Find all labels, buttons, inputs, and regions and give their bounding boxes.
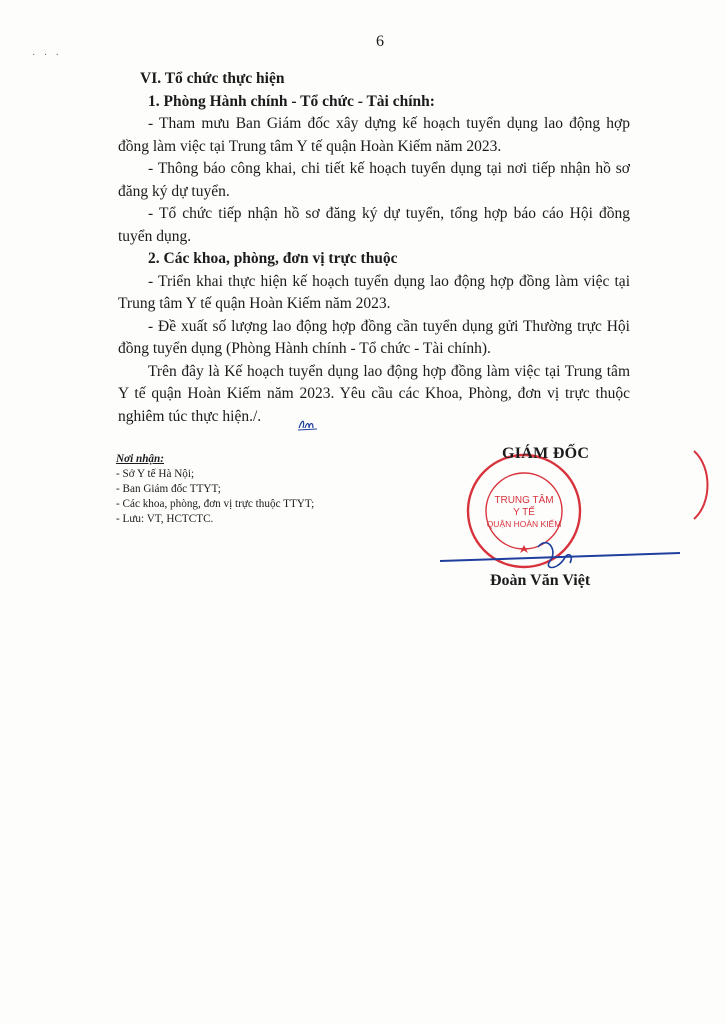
- recipient-item: - Các khoa, phòng, đơn vị trực thuộc TTYT;: [116, 498, 315, 510]
- subsection-title: 2. Các khoa, phòng, đơn vị trực thuộc: [148, 250, 398, 267]
- paragraph: - Tổ chức tiếp nhận hồ sơ đăng ký dự tuyển, tổng hợp báo cáo Hội đồng tuyển dụng.: [118, 205, 630, 245]
- signer-title: GIÁM ĐỐC: [502, 445, 590, 462]
- stamp-line: Y TẾ: [513, 507, 535, 518]
- subsection-title: 1. Phòng Hành chính - Tổ chức - Tài chính:: [148, 92, 435, 110]
- recipients-block: [116, 452, 314, 527]
- scan-dots: · · ·: [32, 50, 62, 61]
- handwritten-initials: [297, 416, 319, 434]
- stamp-line: TRUNG TÂM: [494, 495, 554, 506]
- page-number: 6: [376, 33, 384, 50]
- document-body: [118, 68, 630, 428]
- stamp-edge: [690, 445, 720, 525]
- paragraph: - Thông báo công khai, chi tiết kế hoạch tuyển dụng tại nơi tiếp nhận hồ sơ đăng ký dự tuyển.: [118, 160, 630, 200]
- recipient-item: - Ban Giám đốc TTYT;: [116, 483, 221, 495]
- recipients-title: Nơi nhận:: [116, 453, 164, 465]
- section-title: VI. Tổ chức thực hiện: [140, 70, 285, 87]
- stamp-line: QUẬN HOÀN KIẾM: [486, 519, 562, 529]
- recipient-item: - Sở Y tế Hà Nội;: [116, 468, 195, 480]
- closing-paragraph: Trên đây là Kế hoạch tuyển dụng lao động hợp đồng làm việc tại Trung tâm Y tế quận Hoàn Kiếm năm 2023. Yêu cầu các Khoa, Phòng, đơn vị trực thuộc nghiêm túc thực hiện./.: [118, 362, 630, 425]
- recipient-item: - Lưu: VT, HCTCTC.: [116, 513, 214, 525]
- paragraph: - Tham mưu Ban Giám đốc xây dựng kế hoạch tuyển dụng lao động hợp đồng làm việc tại Trung tâm Y tế quận Hoàn Kiếm năm 2023.: [118, 115, 630, 155]
- signer-name: Đoàn Văn Việt: [490, 572, 591, 589]
- signature-block: [440, 445, 680, 595]
- paragraph: - Triển khai thực hiện kế hoạch tuyển dụng lao động hợp đồng làm việc tại Trung tâm Y tế quận Hoàn Kiếm năm 2023.: [118, 272, 630, 312]
- paragraph: - Đề xuất số lượng lao động hợp đồng cần tuyển dụng gửi Thường trực Hội đồng tuyển dụng (Phòng Hành chính - Tổ chức - Tài chính).: [118, 317, 630, 357]
